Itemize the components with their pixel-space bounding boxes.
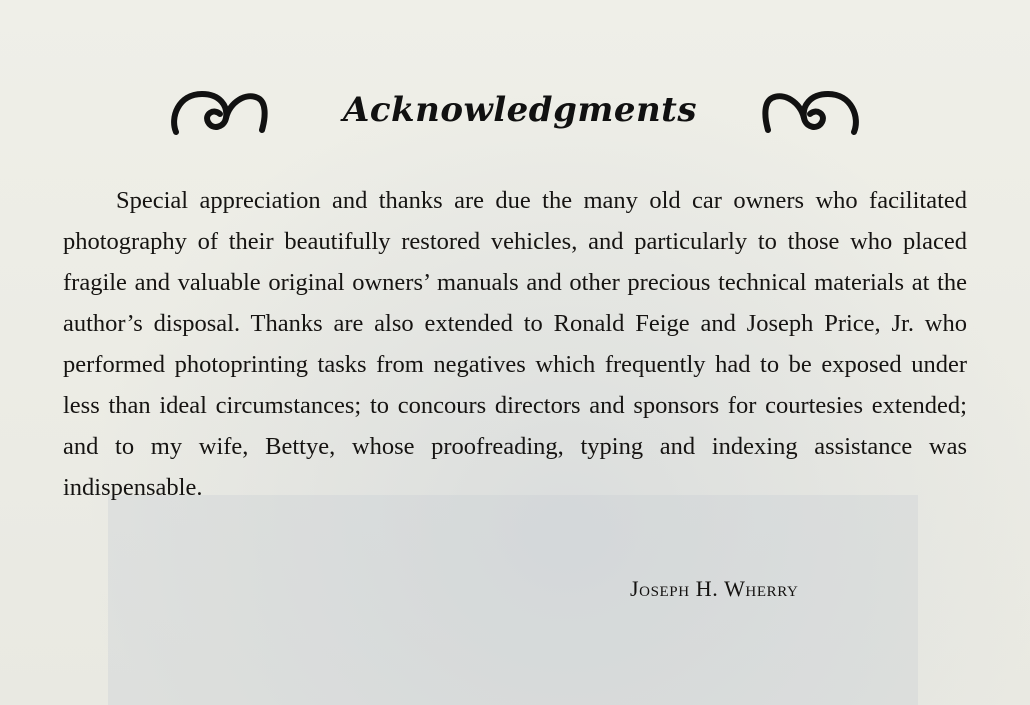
acknowledgment-paragraph: Special appreciation and thanks are due the many old car owners who facilitated photography of their beautifully restored vehicles, and particularly to those who placed fragile and valuable original owners’ manuals and other precious technical materials at the author’s disposal. Thanks are also extended to Ronald Feige and Joseph Price, Jr. who performed photoprinting tasks from negatives which frequently had to be exposed under less than ideal circumstances; to concours directors and sponsors for courtesies extended; and to my wife, Bettye, whose proofreading, typing and indexing assistance was indispensable. bbox=[63, 187, 967, 501]
page-title: Acknowledgments bbox=[342, 90, 698, 130]
heading-row bbox=[0, 78, 1030, 148]
scroll-flourish-icon bbox=[762, 88, 862, 136]
author-signature: Joseph H. Wherry bbox=[630, 576, 799, 601]
scroll-flourish-icon bbox=[168, 88, 268, 136]
